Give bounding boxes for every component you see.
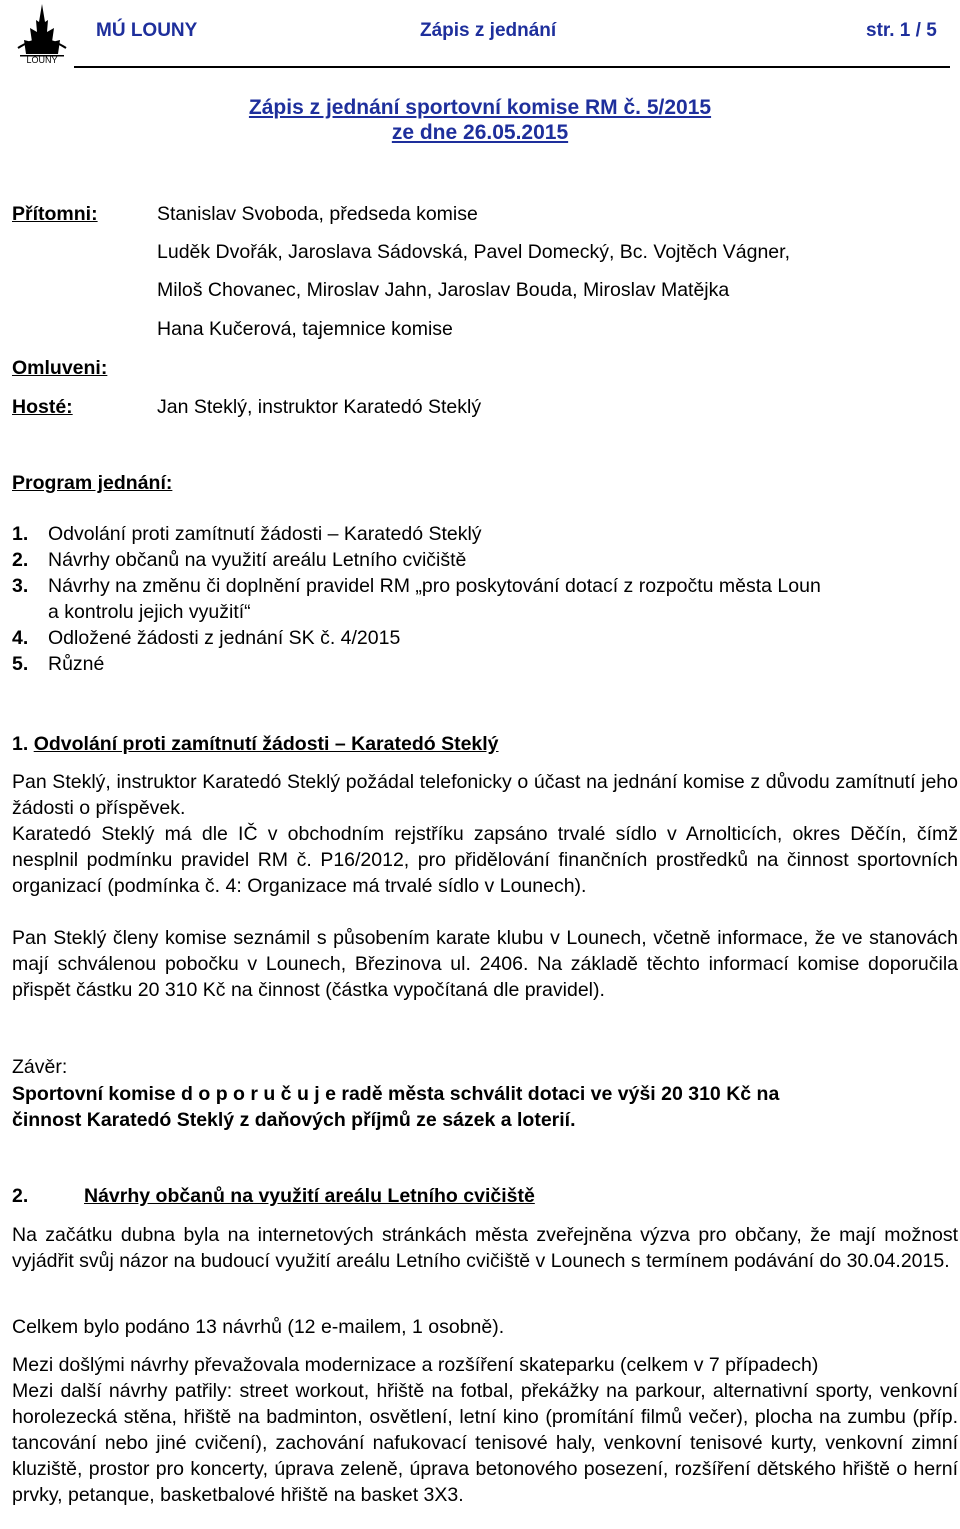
- document-type: Zápis z jednání: [420, 20, 557, 41]
- present-label: Přítomni:: [12, 203, 98, 225]
- section-2-heading: [12, 1185, 535, 1208]
- section-1-title: Odvolání proti zamítnutí žádosti – Karatedó Steklý: [33, 733, 499, 755]
- conclusion-text: činnost Karatedó Steklý z daňových příjmů ze sázek a loterií.: [12, 1109, 576, 1131]
- page-number: str. 1 / 5: [866, 20, 937, 41]
- section-1-paragraph: Karatedó Steklý má dle IČ v obchodním rejstříku zapsáno trvalé sídlo v Arnolticích, okres Děčín, čímž nesplnil podmínku pravidel RM č. P16/2012, pro přidělování finančních prostředků na činnost sportovních organizací (podmínka č. 4: Organizace má trvalé sídlo v Lounech).: [12, 823, 958, 897]
- program-item: [12, 549, 952, 572]
- program-item: [12, 627, 952, 650]
- program-item-num: 5.: [12, 653, 29, 675]
- page-header: [0, 0, 960, 72]
- present-line: Hana Kučerová, tajemnice komise: [157, 318, 453, 340]
- program-item-continuation: a kontrolu jejich využití“: [48, 601, 251, 623]
- program-item: [12, 523, 952, 546]
- program-item-text: Odvolání proti zamítnutí žádosti – Karatedó Steklý: [48, 523, 482, 545]
- section-2-paragraph: Mezi došlými návrhy převažovala modernizace a rozšíření skateparku (celkem v 7 případech): [12, 1354, 819, 1376]
- document-title: Zápis z jednání sportovní komise RM č. 5/2015: [248, 96, 712, 119]
- program-item-text: Návrhy na změnu či doplnění pravidel RM „pro poskytování dotací z rozpočtu města Loun: [48, 575, 821, 597]
- document-date: ze dne 26.05.2015: [391, 121, 569, 144]
- section-1-paragraph: Pan Steklý členy komise seznámil s působením karate klubu v Lounech, včetně informace, že ve stanovách mají schválenou pobočku v Lounech, Březinova ul. 2406. Na základě těchto informací komise doporučila přispět částku 20 310 Kč na činnost (částka vypočítaná dle pravidel).: [12, 927, 958, 1001]
- program-label: Program jednání:: [12, 472, 173, 494]
- program-item-num: 1.: [12, 523, 29, 545]
- program-item-num: 2.: [12, 549, 29, 571]
- program-item-text: Různé: [48, 653, 105, 675]
- section-2-title: Návrhy občanů na využití areálu Letního cvičiště: [84, 1185, 535, 1207]
- program-item-text: Odložené žádosti z jednání SK č. 4/2015: [48, 627, 401, 649]
- section-2-paragraph: Celkem bylo podáno 13 návrhů (12 e-mailem, 1 osobně).: [12, 1316, 505, 1338]
- program-item: [12, 575, 952, 598]
- section-2-paragraph: Na začátku dubna byla na internetových stránkách města zveřejněna výzva pro občany, že mají možnost vyjádřit svůj názor na budoucí využití areálu Letního cvičiště v Lounech s termínem podávání do 30.04.2015.: [12, 1224, 958, 1272]
- section-1-heading: [12, 733, 499, 756]
- program-item-num: 3.: [12, 575, 29, 597]
- present-line: Luděk Dvořák, Jaroslava Sádovská, Pavel Domecký, Bc. Vojtěch Vágner,: [157, 241, 790, 263]
- header-divider: [74, 66, 950, 68]
- conclusion-label: Závěr:: [12, 1056, 68, 1078]
- guests-line: Jan Steklý, instruktor Karatedó Steklý: [157, 396, 482, 418]
- present-line: Miloš Chovanec, Miroslav Jahn, Jaroslav Bouda, Miroslav Matějka: [157, 279, 730, 301]
- section-1-number: 1.: [12, 733, 29, 755]
- present-line: Stanislav Svoboda, předseda komise: [157, 203, 478, 225]
- section-2-number: 2.: [12, 1185, 29, 1207]
- louny-logo: [14, 2, 70, 64]
- conclusion-text: Sportovní komise d o p o r u č u j e radě města schválit dotaci ve výši 20 310 Kč na: [12, 1083, 780, 1105]
- program-item: [12, 653, 952, 676]
- section-1-paragraph: Pan Steklý, instruktor Karatedó Steklý požádal telefonicky o účast na jednání komise z důvodu zamítnutí jeho žádosti o příspěvek.: [12, 771, 958, 819]
- excused-label: Omluveni:: [12, 357, 108, 379]
- organization-name: MÚ LOUNY: [96, 20, 198, 41]
- program-item-num: 4.: [12, 627, 29, 649]
- guests-label: Hosté:: [12, 396, 73, 418]
- section-2-paragraph: Mezi další návrhy patřily: street workout, hřiště na fotbal, překážky na parkour, alternativní sporty, venkovní horolezecká stěna, hřiště na badminton, osvětlení, letní kino (promítání filmů večer), plocha na zumbu (příp. tancování nebo jiné cvičení), zachování nafukovací tenisové haly, venkovní tenisové kurty, venkovní zimní kluziště, prostor pro koncerty, úprava zeleně, úprava betonového posezení, rozšíření dětského hřiště o herní prvky, petanque, basketbalové hřiště na basket 3X3.: [12, 1380, 958, 1506]
- logo-text: LOUNY: [26, 55, 58, 64]
- program-item-text: Návrhy občanů na využití areálu Letního cvičiště: [48, 549, 467, 571]
